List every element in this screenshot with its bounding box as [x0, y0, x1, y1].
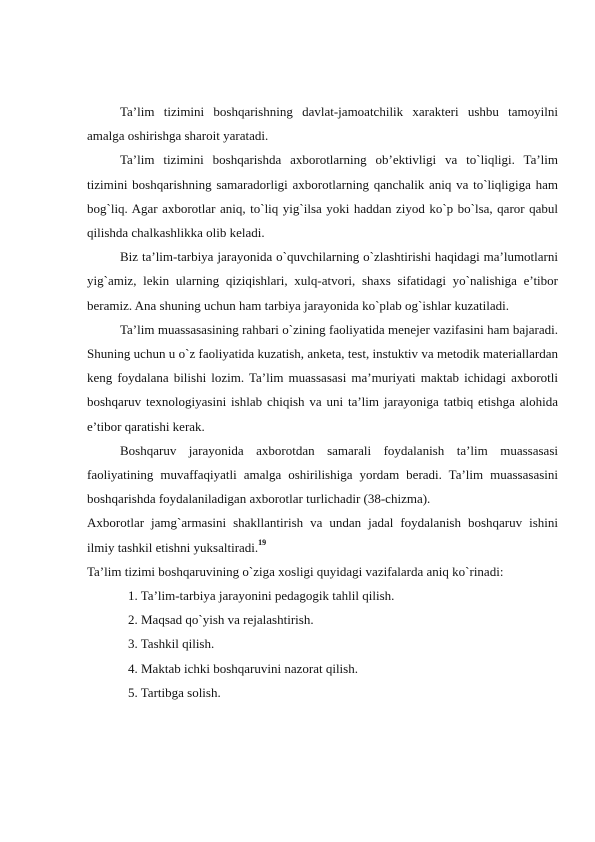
paragraph-7: Ta’lim tizimi boshqaruvining o`ziga xosligi quyidagi vazifalarda aniq ko`rinadi: — [87, 563, 504, 579]
paragraph-4: Ta’lim muassasasining rahbari o`zining faoliyatida menejer vazifasini ham bajaradi. Shuning uchun u o`z faoliyatida kuzatish, anketa, test, instuktiv va metodik materiallardan keng foydalana bilishi lozim. Ta’lim muassasasi ma’muriyati maktab ichidagi axborotli boshqaruv texnologiyasini ishlab chiqish va uni ta’lim jarayoniga tatbiq etishga alohida e’tibor qaratishi kerak. — [87, 321, 558, 434]
paragraph-5: Boshqaruv jarayonida axborotdan samarali foydalanish ta’lim muassasasi faoliyatining muvaffaqiyatli amalga oshirilishiga yordam beradi. Ta’lim muassasasini boshqarishda foydalaniladigan axborotlar turlichadir (38-chizma). — [87, 442, 558, 507]
list-item: 3. Tashkil qilish. — [128, 636, 215, 652]
list-item: 4. Maktab ichki boshqaruvini nazorat qilish. — [128, 660, 358, 676]
paragraph-6-text: Axborotlar jamg`armasini shakllantirish va undan jadal foydalanish boshqaruv ishini ilmiy tashkil etishni yuksaltiradi. — [87, 515, 558, 555]
list-item: 2. Maqsad qo`yish va rejalashtirish. — [128, 612, 314, 628]
list-item: 5. Tartibga solish. — [128, 684, 221, 700]
footnote-marker: 19 — [258, 538, 267, 548]
paragraph-3: Biz ta’lim-tarbiya jarayonida o`quvchilarning o`zlashtirishi haqidagi ma’lumotlarni yig`amiz, lekin ularning qiziqishlari, xulq-atvori, shaxs sifatidagi yo`nalishiga e’tibor beramiz. Ana shuning uchun ham tarbiya jarayonida ko`plab og`ishlar kuzatiladi. — [87, 249, 558, 313]
paragraph-2: Ta’lim tizimini boshqarishda axborotlarning ob’ektivligi va to`liqligi. Ta’lim tizimini boshqarishning samaradorligi axborotlarning qanchalik aniq va to`liqligiga ham bog`liq. Agar axborotlar aniq, to`liq yig`ilsa yoki haddan ziyod ko`p bo`lsa, qaror qabul qilishda chalkashlikka olib keladi. — [87, 152, 558, 241]
document-body — [87, 100, 558, 705]
task-list — [87, 584, 558, 705]
paragraph-1: Ta’lim tizimini boshqarishning davlat-jamoatchilik xarakteri ushbu tamoyilni amalga oshirishga sharoit yaratadi. — [87, 104, 558, 144]
paragraph-6 — [87, 511, 558, 559]
list-item: 1. Ta’lim-tarbiya jarayonini pedagogik tahlil qilish. — [128, 588, 395, 604]
